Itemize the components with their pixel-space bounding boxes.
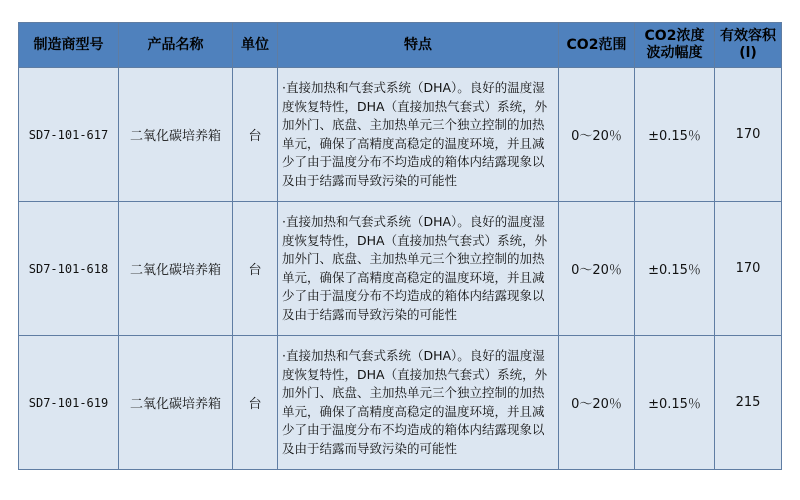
table-row bbox=[19, 68, 782, 202]
table-row bbox=[19, 202, 782, 336]
cell-model: SD7-101-619 bbox=[19, 336, 119, 470]
cell-co2-fluctuation: ±0.15％ bbox=[635, 202, 715, 336]
header-co2-range bbox=[559, 23, 635, 68]
cell-features: ·直接加热和气套式系统（DHA）。良好的温度湿度恢复特性，DHA（直接加热气套式）系统，外加外门、底盘、主加热单元三个独立控制的加热单元，确保了高精度高稳定的温度环境，并且减少了由于温度分布不均造成的箱体内结露现象以及由于结露而导致污染的可能性 bbox=[278, 202, 559, 336]
header-co2-fluctuation-line2: 波动幅度 bbox=[646, 45, 703, 61]
table-header bbox=[19, 23, 782, 68]
cell-volume: 170 bbox=[715, 202, 782, 336]
cell-co2-range: 0～20％ bbox=[559, 202, 635, 336]
cell-co2-range: 0～20％ bbox=[559, 68, 635, 202]
header-co2-range-label: CO2范围 bbox=[566, 36, 627, 53]
product-spec-table bbox=[18, 22, 782, 470]
cell-co2-fluctuation: ±0.15％ bbox=[635, 336, 715, 470]
header-features bbox=[278, 23, 559, 68]
cell-co2-fluctuation: ±0.15％ bbox=[635, 68, 715, 202]
table-body bbox=[19, 68, 782, 470]
header-row bbox=[19, 23, 782, 68]
header-co2-fluctuation-line1: CO2浓度 bbox=[644, 28, 705, 44]
cell-unit: 台 bbox=[233, 336, 278, 470]
header-volume-line1: 有效容积 bbox=[720, 28, 776, 44]
cell-model: SD7-101-617 bbox=[19, 68, 119, 202]
cell-product-name: 二氧化碳培养箱 bbox=[119, 202, 233, 336]
cell-product-name: 二氧化碳培养箱 bbox=[119, 68, 233, 202]
header-product-name bbox=[119, 23, 233, 68]
header-unit-label: 单位 bbox=[241, 36, 269, 53]
header-volume bbox=[715, 23, 782, 68]
header-unit bbox=[233, 23, 278, 68]
table-row bbox=[19, 336, 782, 470]
cell-unit: 台 bbox=[233, 202, 278, 336]
cell-unit: 台 bbox=[233, 68, 278, 202]
header-co2-fluctuation bbox=[635, 23, 715, 68]
header-product-name-label: 产品名称 bbox=[147, 36, 204, 53]
cell-model: SD7-101-618 bbox=[19, 202, 119, 336]
cell-volume: 215 bbox=[715, 336, 782, 470]
spec-sheet bbox=[18, 22, 782, 470]
cell-co2-range: 0～20％ bbox=[559, 336, 635, 470]
header-features-label: 特点 bbox=[404, 36, 432, 53]
header-model bbox=[19, 23, 119, 68]
cell-features: ·直接加热和气套式系统（DHA）。良好的温度湿度恢复特性，DHA（直接加热气套式）系统，外加外门、底盘、主加热单元三个独立控制的加热单元，确保了高精度高稳定的温度环境，并且减少了由于温度分布不均造成的箱体内结露现象以及由于结露而导致污染的可能性 bbox=[278, 68, 559, 202]
header-model-label: 制造商型号 bbox=[33, 36, 104, 53]
header-volume-line2: (l) bbox=[739, 45, 757, 61]
cell-product-name: 二氧化碳培养箱 bbox=[119, 336, 233, 470]
cell-volume: 170 bbox=[715, 68, 782, 202]
cell-features: ·直接加热和气套式系统（DHA）。良好的温度湿度恢复特性，DHA（直接加热气套式）系统，外加外门、底盘、主加热单元三个独立控制的加热单元，确保了高精度高稳定的温度环境，并且减少了由于温度分布不均造成的箱体内结露现象以及由于结露而导致污染的可能性 bbox=[278, 336, 559, 470]
